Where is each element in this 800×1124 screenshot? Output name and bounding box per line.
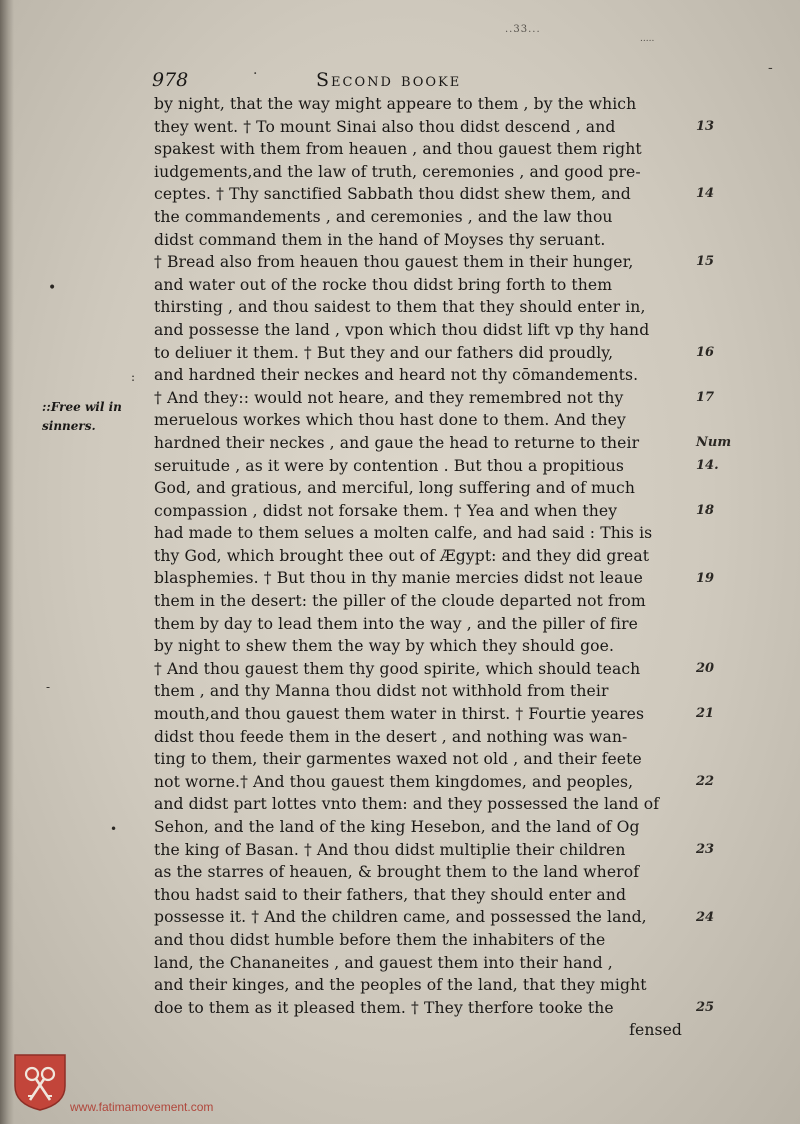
page-number: 978: [152, 69, 189, 91]
text-line: and didst part lottes vnto them: and they possessed the land of: [154, 795, 660, 814]
verse-number: 16: [696, 344, 715, 360]
text-line: blasphemies. † But thou in thy manie mercies didst not leaue: [154, 569, 643, 588]
text-line: the king of Basan. † And thou didst multiplie their children: [154, 840, 626, 859]
text-line: and thou didst humble before them the inhabiters of the: [154, 930, 606, 949]
verse-number: Num: [696, 435, 732, 450]
verse-number: 18: [696, 502, 715, 518]
fatima-movement-logo-icon: [12, 1052, 68, 1112]
text-line: as the starres of heauen, & brought them to the land wherof: [154, 863, 640, 882]
text-line: Sehon, and the land of the king Hesebon, and the land of Og: [154, 818, 640, 836]
margin-note-line-2: sinners.: [42, 419, 96, 433]
text-line: hardned their neckes , and gaue the head to returne to their: [154, 433, 640, 452]
verse-number: 14: [696, 186, 715, 202]
body-text: [154, 93, 690, 1042]
text-line: them by day to lead them into the way , and the piller of fire: [154, 614, 638, 633]
top-stray-mark-2: .....: [640, 34, 655, 44]
verse-number: 23: [696, 841, 715, 857]
text-line: ting to them, their garmentes waxed not old , and their feete: [154, 750, 642, 769]
text-line: iudgements,and the law of truth, ceremonies , and good pre-: [154, 162, 641, 181]
text-line: not worne.† And thou gauest them kingdomes, and peoples,: [154, 772, 634, 791]
text-line: thou hadst said to their fathers, that they should enter and: [154, 885, 627, 904]
text-line: to deliuer it them. † But they and our fathers did proudly,: [154, 343, 614, 362]
text-line: † And thou gauest them thy good spirite, which should teach: [154, 659, 641, 678]
margin-dot-mark: •: [110, 822, 118, 836]
text-line: by night to shew them the way by which they should goe.: [154, 637, 615, 656]
text-line: land, the Chananeites , and gauest them into their hand ,: [154, 953, 613, 972]
text-line: thirsting , and thou saidest to them that they should enter in,: [154, 298, 646, 317]
header-dash-mark: -: [768, 60, 773, 76]
text-line: seruitude , as it were by contention . But thou a propitious: [154, 456, 624, 475]
verse-number: 19: [696, 570, 715, 586]
verse-number: 13: [696, 118, 715, 134]
text-line: had made to them selues a molten calfe, and had said : This is: [154, 524, 653, 543]
text-line: and water out of the rocke thou didst bring forth to them: [154, 275, 613, 294]
text-line: and their kinges, and the peoples of the land, that they might: [154, 976, 647, 995]
verse-number: 20: [696, 661, 715, 676]
text-line: † Bread also from heauen thou gauest them in their hunger,: [154, 253, 634, 272]
text-line: and possesse the land , vpon which thou didst lift vp thy hand: [154, 320, 650, 339]
text-line: doe to them as it pleased them. † They therfore tooke the: [154, 998, 614, 1017]
verse-number: 25: [696, 1000, 715, 1015]
margin-note: [42, 398, 122, 436]
verse-number: 22: [696, 774, 715, 789]
text-line: compassion , didst not forsake them. † Yea and when they: [154, 501, 618, 520]
verse-number: 14.: [696, 457, 719, 473]
verse-number: 21: [696, 706, 715, 722]
watermark-url[interactable]: www.fatimamovement.com: [70, 1100, 214, 1114]
text-line: by night, that the way might appeare to them , by the which: [154, 95, 637, 113]
verse-number: 17: [696, 389, 715, 405]
text-line: God, and gratious, and merciful, long suffering and of much: [154, 479, 636, 498]
text-line: them , and thy Manna thou didst not withhold from their: [154, 682, 609, 701]
verse-number: 24: [696, 909, 715, 925]
running-head: Second booke: [316, 69, 462, 91]
text-line: fensed: [629, 1021, 682, 1040]
text-line: and hardned their neckes and heard not thy cōmandements.: [154, 366, 639, 385]
text-line: † And they:: would not heare, and they remembred not thy: [154, 388, 624, 407]
book-gutter-shadow: [0, 0, 14, 1124]
text-line: meruelous workes which thou hast done to them. And they: [154, 411, 626, 430]
text-line: didst command them in the hand of Moyses thy seruant.: [154, 230, 606, 249]
text-line: spakest with them from heauen , and thou gauest them right: [154, 140, 642, 159]
header-tick-mark: ·: [253, 66, 258, 82]
text-line: thy God, which brought thee out of Ægypt: and they did great: [154, 546, 650, 565]
margin-dash-mark: -: [46, 680, 51, 694]
text-line: they went. † To mount Sinai also thou didst descend , and: [154, 117, 616, 136]
text-line: ceptes. † Thy sanctified Sabbath thou didst shew them, and: [154, 185, 631, 204]
margin-note-line-1: ::Free wil in: [42, 400, 122, 414]
verse-number: 15: [696, 254, 715, 270]
margin-bullet-mark: •: [48, 280, 57, 296]
text-line: didst thou feede them in the desert , and nothing was wan-: [154, 727, 628, 746]
margin-bracket-mark: :: [131, 370, 136, 384]
text-line: the commandements , and ceremonies , and the law thou: [154, 207, 613, 226]
top-stray-mark: ..33...: [505, 24, 541, 35]
text-line: possesse it. † And the children came, and possessed the land,: [154, 908, 647, 927]
text-line: mouth,and thou gauest them water in thirst. † Fourtie yeares: [154, 705, 645, 724]
text-line: them in the desert: the piller of the cloude departed not from: [154, 592, 646, 611]
